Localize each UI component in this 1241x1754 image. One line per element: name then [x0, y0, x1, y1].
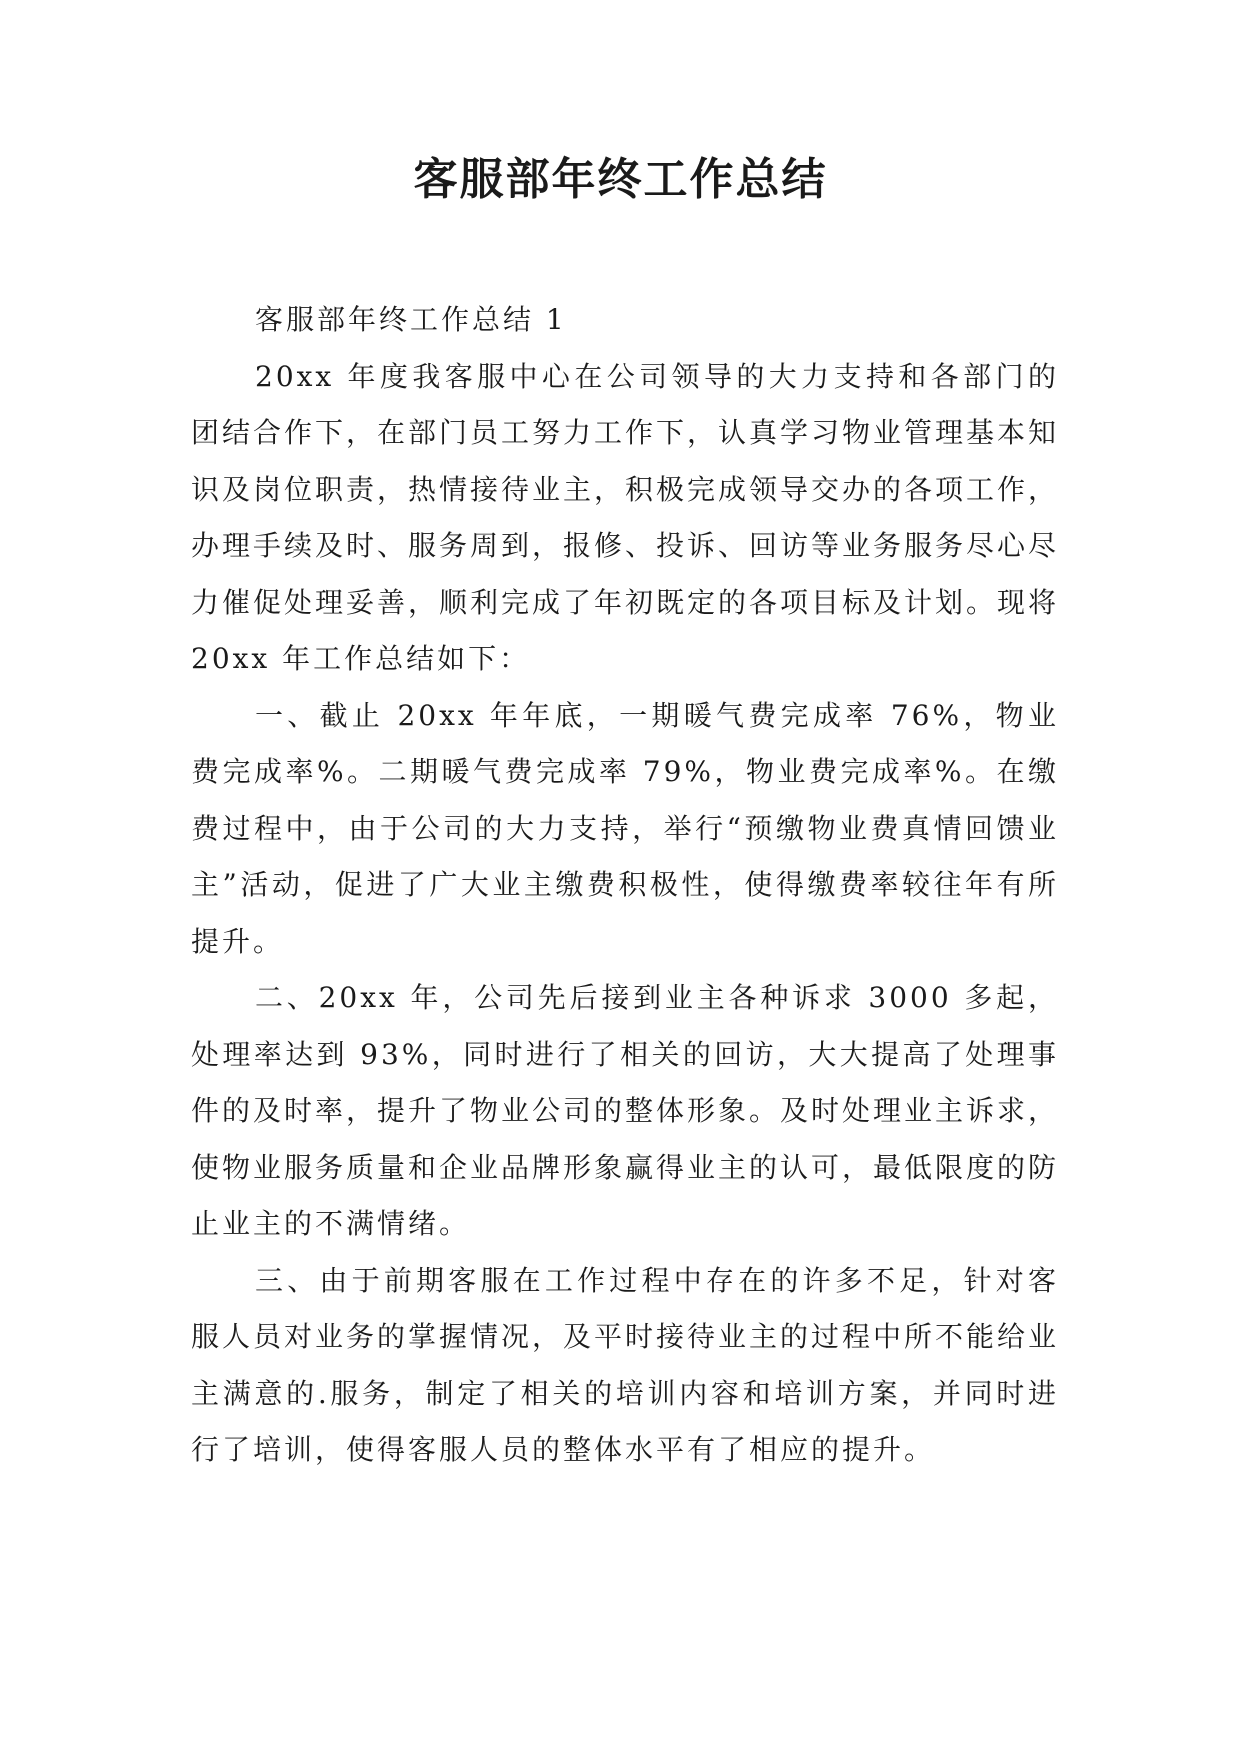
paragraph-item-1: 一、截止 20xx 年年底，一期暖气费完成率 76%，物业费完成率%。二期暖气费完成率 79%，物业费完成率%。在缴费过程中，由于公司的大力支持，举行“预缴物业费真情回馈业主”活动，促进了广大业主缴费积极性，使得缴费率较往年有所提升。 [191, 698, 1059, 958]
paragraph-item-2: 二、20xx 年，公司先后接到业主各种诉求 3000 多起，处理率达到 93%，同时进行了相关的回访，大大提高了处理事件的及时率，提升了物业公司的整体形象。及时处理业主诉求，使物业服务质量和企业品牌形象赢得业主的认可，最低限度的防止业主的不满情绪。 [191, 981, 1060, 1240]
paragraph-intro: 20xx 年度我客服中心在公司领导的大力支持和各部门的团结合作下，在部门员工努力工作下，认真学习物业管理基本知识及岗位职责，热情接待业主，积极完成领导交办的各项工作，办理手续及时、服务周到，报修、投诉、回访等业务服务尽心尽力催促处理妥善，顺利完成了年初既定的各项目标及计划。现将 20xx 年工作总结如下： [191, 359, 1060, 675]
paragraph-item-3: 三、由于前期客服在工作过程中存在的许多不足，针对客服人员对业务的掌握情况，及平时接待业主的过程中所不能给业主满意的.服务，制定了相关的培训内容和培训方案，并同时进行了培训，使得客服人员的整体水平有了相应的提升。 [191, 1263, 1060, 1466]
section-heading: 客服部年终工作总结 1 [255, 303, 567, 336]
document-body [191, 292, 1059, 1479]
document-title: 客服部年终工作总结 [413, 154, 828, 205]
